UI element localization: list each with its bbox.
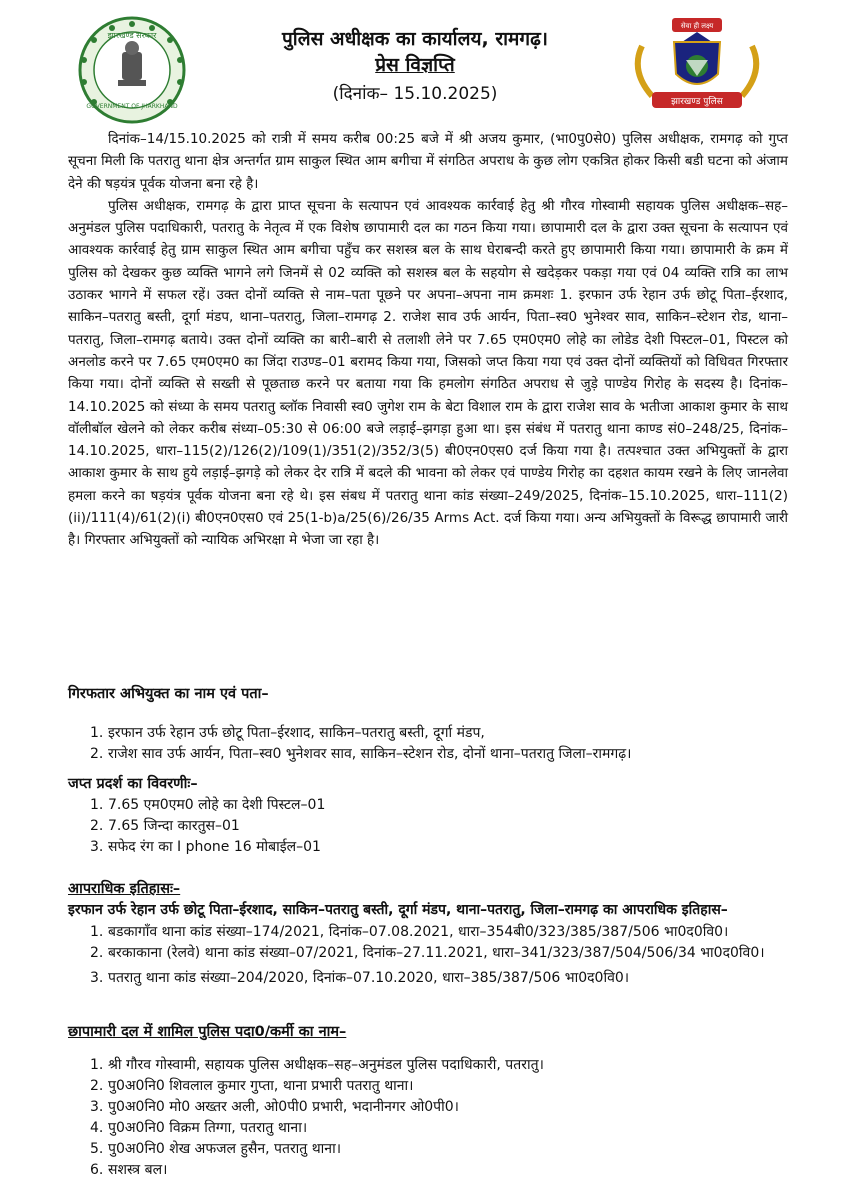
list-item: 3. पतरातु थाना कांड संख्या–204/2020, दिनांक–07.10.2020, धारा–385/387/506 भा0द0वि0। xyxy=(90,970,630,986)
criminal-history-heading: आपराधिक इतिहासः– xyxy=(68,881,181,897)
criminal-history-list xyxy=(68,922,798,989)
body-paragraph-2: पुलिस अधीक्षक, रामगढ़ के द्वारा प्राप्त सूचना के सत्यापन एवं आवश्यक कार्रवाई हेतु श्री गौरव गोस्वामी सहायक पुलिस अधीक्षक–सह–अनुमंडल पुलिस पदाधिकारी, पतरातु के नेतृत्व में एक विशेष छापामारी दल का गठन किया गया। छापामारी दल के द्वारा उक्त सूचना के सत्यापन एवं आवश्यक कार्रवाई हेतु ग्राम साकुल स्थित आम बगीचा पहुँच कर सशस्त्र बल के साथ घेराबन्दी करते हुए छापामारी किया गया। छापामारी के क्रम में पुलिस को देखकर कुछ व्यक्ति भागने लगे जिनमें से 02 व्यक्ति को सशस्त्र बल के सहयोग से खदेड़कर पकड़ा गया एवं 04 व्यक्ति रात्रि का लाभ उठाकर भागने में सफल रहें। उक्त दोनों व्यक्ति से नाम–पता पूछने पर अपना–अपना नाम क्रमशः 1. इरफान उर्फ रेहान उर्फ छोटू पिता–ईरशाद, साकिन–पतरातु बस्ती, दूर्गा मंडप, थाना–पतरातु, जिला–रामगढ़ 2. राजेश साव उर्फ आर्यन, पिता–स्व0 भुनेश्वर साव, साकिन–स्टेशन रोड, थाना–पतरातु, जिला–रामगढ़ बताये। उक्त दोनों व्यक्ति का बारी–बारी से तलाशी लेने पर 7.65 एम0एम0 लोहे का लोडेड देशी पिस्टल–01, पिस्टल को अनलोड करने पर 7.65 एम0एम0 का जिंदा राउण्ड–01 बरामद किया गया, जिसको जप्त किया गया एवं उक्त दोनों व्यक्तियों को विधिवत गिरफ्तार किया गया। दोनों व्यक्ति से सख्ती से पूछताछ करने पर बताया गया कि हमलोग संगठित अपराध से जुड़े पाण्डेय गिरोह के सदस्य है। दिनांक–14.10.2025 को संध्या के समय पतरातु ब्लॉक निवासी स्व0 जुगेश राम के बेटा विशाल राम के द्वारा राजेश साव के भतीजा आकाश कुमार के साथ वॉलीबॉल खेलने को लेकर करीब संध्या–05:30 से 06:00 बजे लड़ाई–झगड़ा हुआ था। इस संबंध में पतरातु थाना काण्ड सं0–248/25, दिनांक–14.10.2025, धारा–115(2)/126(2)/109(1)/351(2)/352/3(5) बी0एन0एस0 दर्ज किया गया है। तत्पश्चात उक्त अभियुक्तों के द्वारा आकाश कुमार के साथ हुये लड़ाई–झगड़े को लेकर देर रात्रि में बदले की भावना को लेकर एवं पाण्डेय गिरोह का दहशत कायम रखने के लिए जानलेवा हमला करने का षड़यंत्र पूर्वक योजना बना रहे थे। इस संबध में पतरातु थाना कांड संख्या–249/2025, दिनांक–15.10.2025, धारा–111(2)(ii)/111(4)/61(2)(i) बी0एन0एस0 एवं 25(1-b)a/25(6)/26/35 Arms Act. दर्ज किया गया। अन्य अभियुक्तों के विरूद्ध छापामारी जारी है। गिरफ्तार अभियुक्तों को न्यायिक अभिरक्षा मे भेजा जा रहा है। xyxy=(68,197,788,549)
list-item: 1. इरफान उर्फ रेहान उर्फ छोटू पिता–ईरशाद, साकिन–पतरातु बस्ती, दूर्गा मंडप, xyxy=(90,725,485,741)
list-item: 4. पु0अ0नि0 विक्रम तिग्गा, पतरातु थाना। xyxy=(90,1120,308,1136)
document-header xyxy=(210,26,620,108)
list-item: 1. 7.65 एम0एम0 लोहे का देशी पिस्टल–01 xyxy=(90,797,326,813)
list-item: 1. बडकागाँव थाना कांड संख्या–174/2021, दिनांक–07.08.2021, धारा–354बी0/323/385/387/506 भा0द0वि0। xyxy=(90,924,729,940)
raid-team-section xyxy=(68,1021,798,1181)
press-release-title: प्रेस विज्ञप्ति xyxy=(375,54,455,76)
list-item: 3. पु0अ0नि0 मो0 अख्तर अली, ओ0पी0 प्रभारी, भदानीनगर ओ0पी0। xyxy=(90,1099,459,1115)
seal-bottom-text: GOVERNMENT OF JHARKHAND xyxy=(86,103,178,110)
arrested-heading: गिरफतार अभियुक्त का नाम एवं पता– xyxy=(68,686,269,702)
arrested-list xyxy=(68,723,798,765)
jharkhand-police-emblem-icon xyxy=(622,16,772,116)
body-paragraph-1: दिनांक–14/15.10.2025 को रात्री में समय करीब 00:25 बजे में श्री अजय कुमार, (भा0पु0से0) पुलिस अधीक्षक, रामगढ़ को गुप्त सूचना मिली कि पतरातु थाना क्षेत्र अन्तर्गत ग्राम साकुल स्थित आम बगीचा में संगठित अपराध के कुछ लोग एकत्रित होकर किसी बडी घटना को अंजाम देने की षड़यंत्र पूर्वक योजना बना रहे है। xyxy=(68,131,788,192)
criminal-history-section xyxy=(68,878,798,989)
list-item: 6. सशस्त्र बल। xyxy=(90,1162,168,1178)
list-item: 2. पु0अ0नि0 शिवलाल कुमार गुप्ता, थाना प्रभारी पतरातु थाना। xyxy=(90,1078,414,1094)
seized-heading: जप्त प्रदर्श का विवरणीः– xyxy=(68,776,198,792)
list-item: 1. श्री गौरव गोस्वामी, सहायक पुलिस अधीक्षक–सह–अनुमंडल पुलिस पदाधिकारी, पतरातु। xyxy=(90,1057,544,1073)
list-item: 2. 7.65 जिन्दा कारतुस–01 xyxy=(90,818,240,834)
emblem-motto: सेवा ही लक्ष्य xyxy=(680,22,714,30)
list-item: 5. पु0अ0नि0 शेख अफजल हुसैन, पतरातु थाना। xyxy=(90,1141,342,1157)
office-title: पुलिस अधीक्षक का कार्यालय, रामगढ़। xyxy=(282,28,548,50)
jharkhand-govt-seal-icon xyxy=(62,16,202,124)
arrested-section xyxy=(68,683,798,765)
release-body xyxy=(68,128,788,552)
list-item: 3. सफेद रंग का I phone 16 मोबाईल–01 xyxy=(90,839,321,855)
seal-top-text: झारखण्ड सरकार xyxy=(107,31,157,40)
release-date: (दिनांक– 15.10.2025) xyxy=(332,84,498,104)
list-item: 2. राजेश साव उर्फ आर्यन, पिता–स्व0 भुनेशवर साव, साकिन–स्टेशन रोड, दोनों थाना–पतरातु जिला–रामगढ़। xyxy=(90,746,632,762)
seized-list xyxy=(68,795,798,858)
criminal-history-subheading: इरफान उर्फ रेहान उर्फ छोटू पिता–ईरशाद, साकिन–पतरातु बस्ती, दूर्गा मंडप, थाना–पतरातु, जिला–रामगढ़ का आपराधिक इतिहास– xyxy=(68,902,728,918)
raid-team-heading: छापामारी दल में शामिल पुलिस पदा0/कर्मी का नाम– xyxy=(68,1024,347,1040)
emblem-banner-text: झारखण्ड पुलिस xyxy=(671,97,723,107)
raid-team-list xyxy=(68,1055,798,1181)
seized-section xyxy=(68,773,798,858)
list-item: 2. बरकाकाना (रेलवे) थाना कांड संख्या–07/2021, दिनांक–27.11.2021, धारा–341/323/387/504/506/34 भा0द0वि0। xyxy=(90,945,765,961)
